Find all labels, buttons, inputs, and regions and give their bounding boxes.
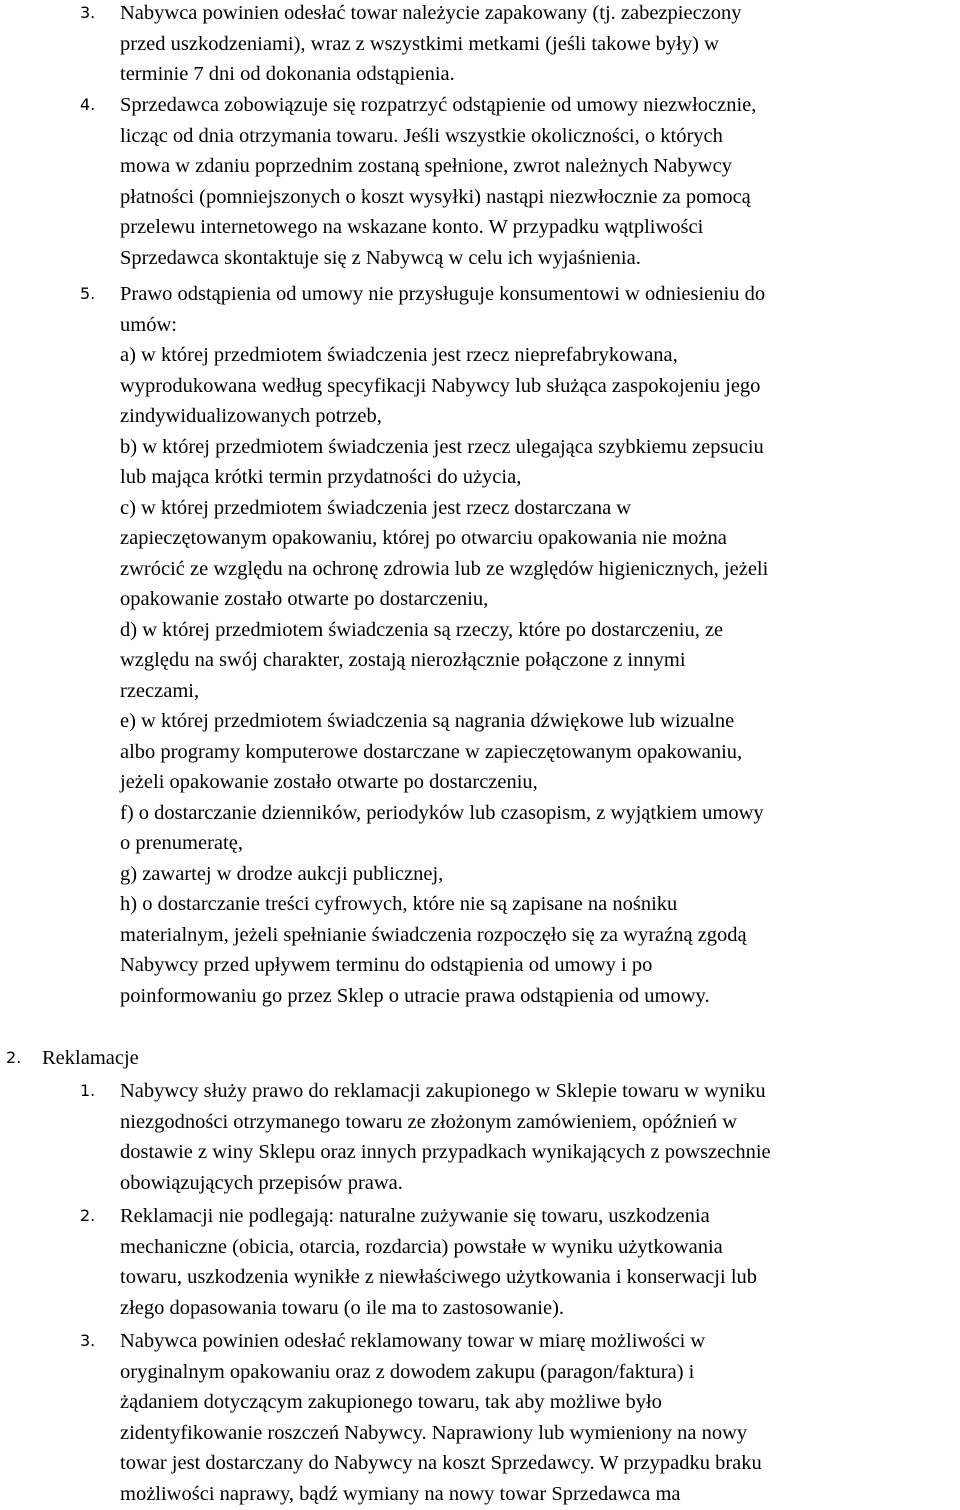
complaints-item-3: [80, 1326, 960, 1509]
complaints-item-1: [80, 1076, 960, 1198]
complaints-item-2: [80, 1201, 960, 1323]
item-text-line: e) w której przedmiotem świadczenia są nagrania dźwiękowe lub wizualne: [120, 710, 735, 732]
item-text-line: Sprzedawca zobowiązuje się rozpatrzyć odstąpienie od umowy niezwłocznie,: [120, 94, 757, 116]
item-text-line: albo programy komputerowe dostarczane w zapieczętowanym opakowaniu,: [120, 740, 743, 763]
item-text-line: zwrócić ze względu na ochronę zdrowia lub ze względów higienicznych, jeżeli: [120, 557, 769, 580]
item-text-line: mechaniczne (obicia, otarcia, rozdarcia) powstałe w wyniku użytkowania: [120, 1235, 723, 1258]
item-text-line: b) w której przedmiotem świadczenia jest rzecz ulegająca szybkiemu zepsuciu: [120, 435, 764, 458]
returns-item-3: [80, 0, 960, 90]
returns-item-4: [80, 90, 960, 273]
item-text-line: f) o dostarczanie dzienników, periodyków lub czasopism, z wyjątkiem umowy: [120, 801, 764, 824]
item-text-line: licząc od dnia otrzymania towaru. Jeśli wszystkie okoliczności, o których: [120, 124, 723, 147]
item-text-line: Reklamacji nie podlegają: naturalne zużywanie się towaru, uszkodzenia: [120, 1205, 710, 1227]
item-text-line: jeżeli opakowanie zostało otwarte po dostarczeniu,: [120, 771, 538, 793]
item-text-line: możliwości naprawy, bądź wymiany na nowy towar Sprzedawca ma: [120, 1482, 681, 1505]
item-text-line: lub mająca krótki termin przydatności do użycia,: [120, 466, 522, 488]
item-text-line: Sprzedawca skontaktuje się z Nabywcą w celu ich wyjaśnienia.: [120, 246, 641, 269]
item-text-line: h) o dostarczanie treści cyfrowych, które nie są zapisane na nośniku: [120, 893, 678, 915]
item-text-line: umów:: [120, 313, 177, 336]
item-text-line: towar jest dostarczany do Nabywcy na koszt Sprzedawcy. W przypadku braku: [120, 1452, 762, 1474]
item-text-line: towaru, uszkodzenia wynikłe z niewłaściwego użytkowania i konserwacji lub: [120, 1266, 758, 1288]
item-text-line: o prenumeratę,: [120, 832, 243, 854]
item-text-line: Nabywca powinien odesłać towar należycie zapakowany (tj. zabezpieczony: [120, 2, 742, 24]
item-text-line: g) zawartej w drodze aukcji publicznej,: [120, 862, 444, 885]
item-text-line: płatności (pomniejszonych o koszt wysyłki) nastąpi niezwłocznie za pomocą: [120, 185, 751, 208]
item-text-line: c) w której przedmiotem świadczenia jest rzecz dostarczana w: [120, 496, 632, 519]
item-text-line: a) w której przedmiotem świadczenia jest rzecz nieprefabrykowana,: [120, 344, 678, 366]
item-text-line: oryginalnym opakowaniu oraz z dowodem zakupu (paragon/faktura) i: [120, 1360, 695, 1383]
item-text-line: zindywidualizowanych potrzeb,: [120, 405, 382, 427]
item-number: 3.: [80, 3, 96, 22]
section-title: Reklamacje: [42, 1047, 139, 1069]
item-text-line: złego dopasowania towaru (o ile ma to zastosowanie).: [120, 1296, 565, 1319]
item-text-line: zidentyfikowanie roszczeń Nabywcy. Naprawiony lub wymieniony na nowy: [120, 1421, 748, 1444]
item-text-line: d) w której przedmiotem świadczenia są rzeczy, które po dostarczeniu, ze: [120, 618, 724, 641]
item-text-line: zapieczętowanym opakowaniu, której po otwarciu opakowania nie można: [120, 527, 727, 549]
item-number: 5.: [80, 284, 96, 303]
item-text-line: obowiązujących przepisów prawa.: [120, 1171, 403, 1194]
section-number: 2.: [6, 1048, 22, 1067]
item-text-line: Nabywcy służy prawo do reklamacji zakupionego w Sklepie towaru w wyniku: [120, 1080, 766, 1102]
item-text-line: terminie 7 dni od dokonania odstąpienia.: [120, 63, 455, 85]
item-number: 4.: [80, 95, 96, 114]
item-text-line: wyprodukowana według specyfikacji Nabywcy lub służąca zaspokojeniu jego: [120, 374, 761, 397]
item-number: 3.: [80, 1331, 96, 1350]
returns-item-5: [80, 279, 960, 1011]
item-text-line: poinformowaniu go przez Sklep o utracie prawa odstąpienia od umowy.: [120, 984, 710, 1007]
item-text-line: przed uszkodzeniami), wraz z wszystkimi metkami (jeśli takowe były) w: [120, 32, 719, 55]
item-text-line: materialnym, jeżeli spełnianie świadczenia rozpoczęło się za wyraźną zgodą: [120, 923, 747, 946]
item-text-line: żądaniem dotyczącym zakupionego towaru, tak aby możliwe było: [120, 1391, 662, 1413]
item-text-line: rzeczami,: [120, 679, 200, 702]
item-text-line: mowa w zdaniu poprzednim zostaną spełnione, zwrot należnych Nabywcy: [120, 155, 732, 177]
item-text-line: niezgodności otrzymanego towaru ze złożonym zamówieniem, opóźnień w: [120, 1110, 738, 1133]
item-text-line: przelewu internetowego na wskazane konto. W przypadku wątpliwości: [120, 216, 704, 238]
item-text-line: Nabywcy przed upływem terminu do odstąpienia od umowy i po: [120, 954, 653, 976]
item-text-line: dostawie z winy Sklepu oraz innych przypadkach wynikających z powszechnie: [120, 1141, 771, 1163]
item-text-line: względu na swój charakter, zostają nierozłącznie połączone z innymi: [120, 649, 686, 671]
item-number: 2.: [80, 1206, 96, 1225]
item-text-line: Nabywca powinien odesłać reklamowany towar w miarę możliwości w: [120, 1330, 706, 1352]
item-number: 1.: [80, 1081, 96, 1100]
item-text-line: opakowanie zostało otwarte po dostarczeniu,: [120, 588, 489, 610]
item-text-line: Prawo odstąpienia od umowy nie przysługuje konsumentowi w odniesieniu do: [120, 283, 766, 305]
